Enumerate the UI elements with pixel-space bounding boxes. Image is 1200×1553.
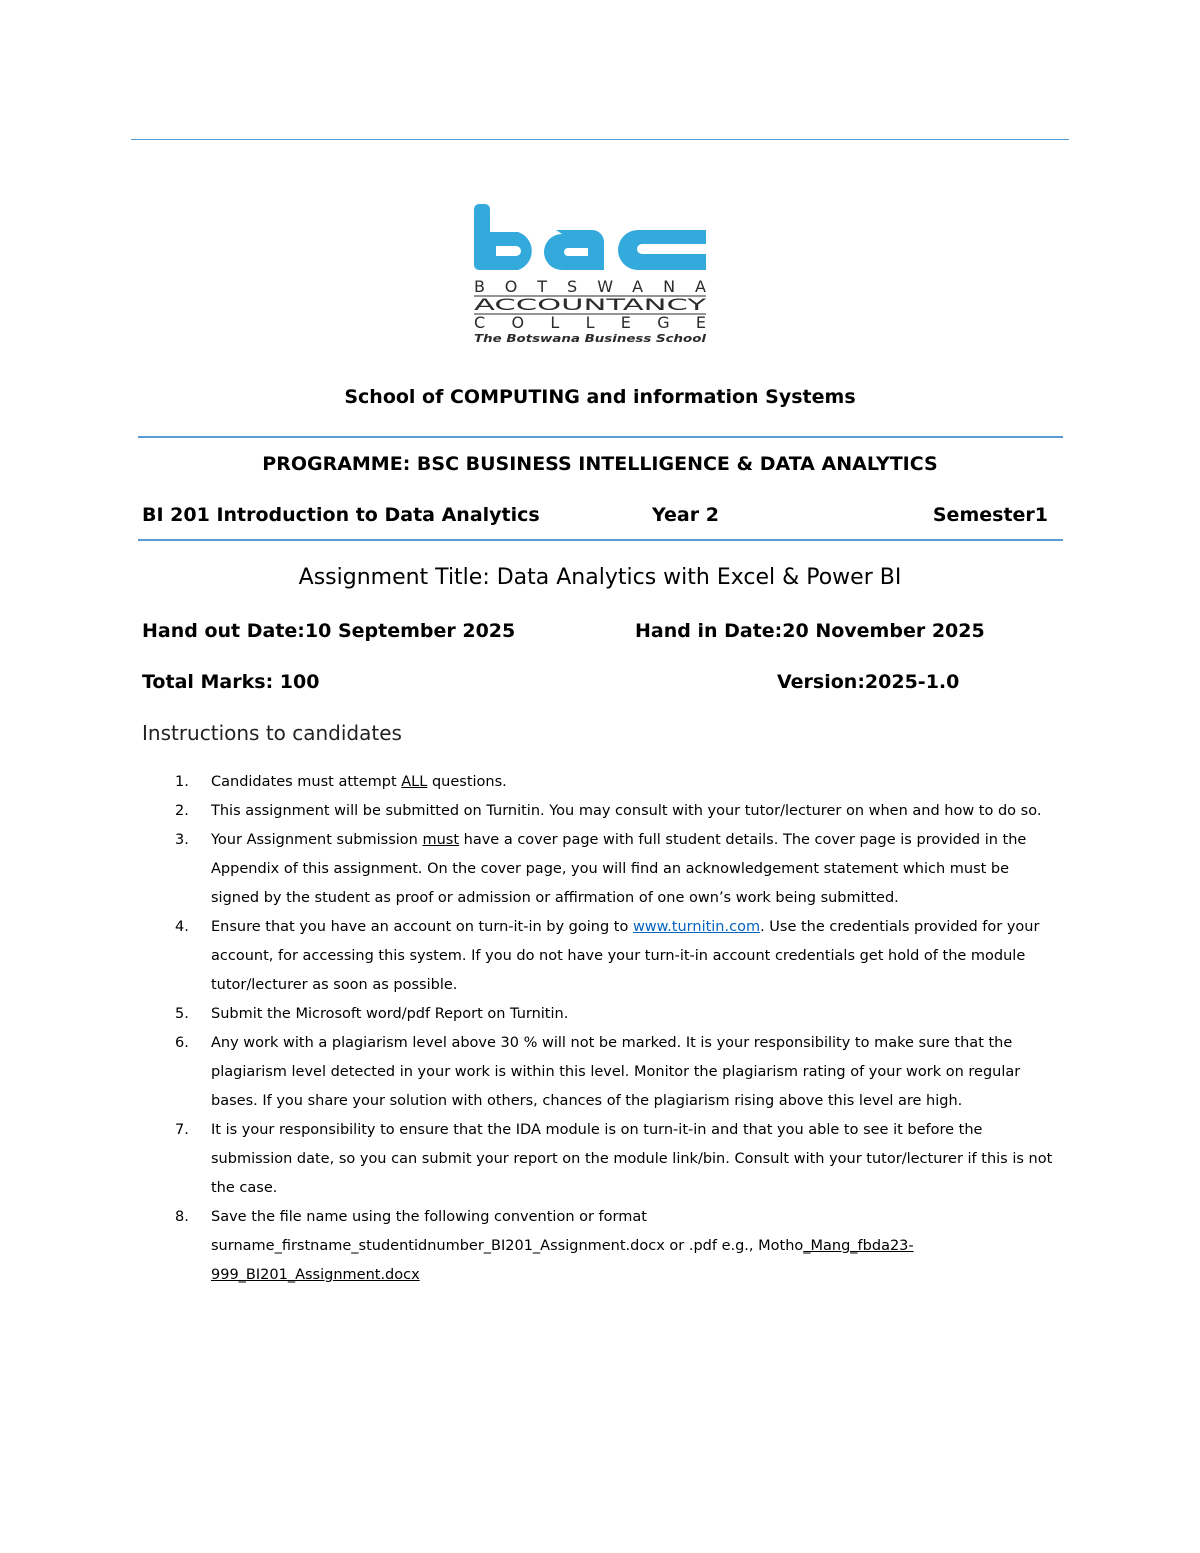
hand-out-date: Hand out Date:10 September 2025 [142,620,516,642]
list-item: 7. It is your responsibility to ensure that the IDA module is on turn-it-in and that you able to see it before the submission date, so you can submit your report on the module link/bin. Consult with your tutor/lecturer if this is not the case. [175,1122,1053,1196]
instructions-heading: Instructions to candidates [142,721,402,745]
course-name: BI 201 Introduction to Data Analytics [142,504,540,526]
version-label: Version:2025-1.0 [777,671,960,693]
college-logo [470,198,710,348]
turnitin-link[interactable]: www.turnitin.com [632,919,761,935]
logo-line-1: BOTSWANA [474,277,706,296]
year-label: Year 2 [652,504,719,526]
list-item: 4. Ensure that you have an account on turn-it-in by going to www.turnitin.com. Use the credentials provided for your account, for accessing this system. If you do not have your turn-it-in account credentials get hold of the module tutor/lecturer as soon as possible. [175,919,1040,993]
list-item: 1. Candidates must attempt ALL questions. [175,774,507,790]
list-item: 6. Any work with a plagiarism level above 30 % will not be marked. It is your responsibility to make sure that the plagiarism level detected in your work is within this level. Monitor the plagiarism rating of your work on regular bases. If you share your solution with others, chances of the plagiarism rising above this level are high. [175,1035,1021,1109]
logo-line-2: ACCOUNTANCY [474,295,707,314]
logo-tagline: The Botswana Business School [474,332,707,345]
hand-in-date: Hand in Date:20 November 2025 [635,620,985,642]
programme-title: PROGRAMME: BSC BUSINESS INTELLIGENCE & DATA ANALYTICS [262,453,938,475]
semester-label: Semester1 [932,504,1048,526]
school-name: School of COMPUTING and information Systems [344,386,856,408]
divider-bottom [138,539,1063,541]
list-item: 3. Your Assignment submission must have a cover page with full student details. The cover page is provided in the Appendix of this assignment. On the cover page, you will find an acknowledgement statement which must be signed by the student as proof or admission or affirmation of one own’s work being submitted. [175,832,1027,906]
list-item: 2. This assignment will be submitted on Turnitin. You may consult with your tutor/lecturer on when and how to do so. [175,803,1042,819]
list-item: 8. Save the file name using the following convention or format surname_firstname_studentidnumber_BI201_Assignment.docx or .pdf e.g., Motho_Mang_fbda23-999_BI201_Assignment.docx [175,1209,914,1283]
instructions-list [142,768,1057,1290]
divider-top [138,436,1063,438]
total-marks: Total Marks: 100 [142,671,320,693]
list-item: 5. Submit the Microsoft word/pdf Report on Turnitin. [175,1006,569,1022]
logo-mark-bac [474,204,706,270]
header-rule [131,139,1069,140]
logo-line-3: COLLEGE [474,313,706,332]
assignment-title: Assignment Title: Data Analytics with Excel & Power BI [298,565,902,590]
